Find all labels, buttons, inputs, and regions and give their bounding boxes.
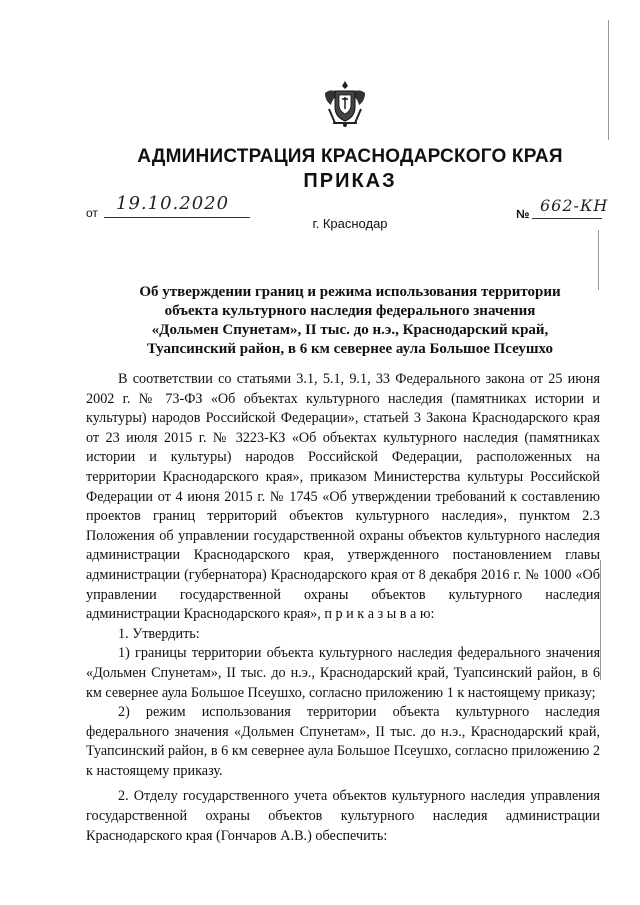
date-handwritten: 19.10.2020 — [116, 193, 230, 214]
order-item-2: 2. Отделу государственного учета объектов культурного наследия управления государственной охраны объектов культурного наследия администрации Краснодарского края (Гончаров А.В.) обеспечить: — [86, 788, 600, 844]
number-label: № — [516, 207, 530, 221]
organization-name: АДМИНИСТРАЦИЯ КРАСНОДАРСКОГО КРАЯ — [137, 146, 563, 167]
scan-edge-mark — [608, 20, 609, 140]
title-line: Об утверждении границ и режима использования территории — [139, 284, 561, 300]
number-handwritten: 662-КН — [540, 196, 609, 215]
order-item-1-2: 2) режим использования территории объекта культурного наследия федерального значения «Дольмен Спунетам», II тыс. до н.э., Краснодарский край, Туапсинский район, в 6 км севернее аула Большое Псеушхо, согласно приложению 2 к настоящему приказу. — [86, 704, 600, 779]
coat-of-arms-icon — [321, 79, 369, 129]
title-line: Туапсинский район, в 6 км севернее аула Большое Псеушхо — [147, 341, 553, 357]
scan-edge-mark — [598, 230, 599, 290]
order-item-1: 1. Утвердить: — [118, 625, 200, 642]
city: г. Краснодар — [312, 216, 388, 231]
document-type: ПРИКАЗ — [303, 170, 397, 192]
date-label: от — [86, 206, 98, 220]
title-line: «Дольмен Спунетам», II тыс. до н.э., Краснодарский край, — [151, 322, 549, 338]
scan-edge-mark — [600, 560, 601, 680]
document-body — [86, 370, 600, 846]
document-title — [110, 283, 590, 359]
preamble-paragraph: В соответствии со статьями 3.1, 5.1, 9.1, 33 Федерального закона от 25 июня 2002 г. № 73-ФЗ «Об объектах культурного наследия (памятниках истории и культуры) народов Российской Федерации», статьей 3 Закона Краснодарского края от 23 июля 2015 г. № 3223-КЗ «Об объектах культурного наследия (памятниках истории и культуры) народов Российской Федерации, расположенных на территории Краснодарского края», приказом Министерства культуры Российской Федерации от 4 июня 2015 г. № 1745 «Об утверждении требований к составлению проектов границ территорий объектов культурного наследия», пунктом 2.3 Положения об управлении государственной охраны объектов культурного наследия администрации Краснодарского края, утвержденного постановлением главы администрации (губернатора) Краснодарского края от 8 декабря 2016 г. № 1000 «Об управлении государственной охраны объектов культурного наследия администрации Краснодарского края», п р и к а з ы в а ю: — [86, 371, 600, 623]
title-line: объекта культурного наследия федерального значения — [164, 303, 536, 319]
order-item-1-1: 1) границы территории объекта культурного наследия федерального значения «Дольмен Спунетам», II тыс. до н.э., Краснодарский край, Туапсинский район, в 6 км севернее аула Большое Псеушхо, согласно приложению 1 к настоящему приказу; — [86, 645, 600, 701]
